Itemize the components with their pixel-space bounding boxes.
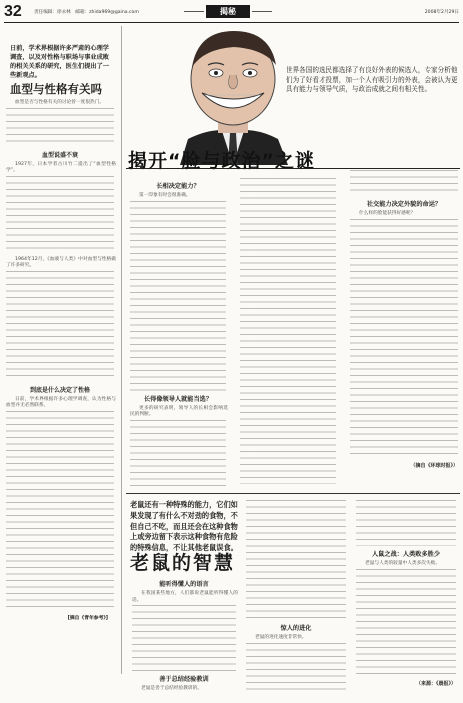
subheading: 人鼠之战：人类败多胜少 xyxy=(371,551,441,558)
intro-paragraph: 血型是否与性格有关的讨论曾一度很热门。 xyxy=(15,100,105,105)
text-block xyxy=(240,178,336,484)
text-block xyxy=(350,170,458,196)
editor-line: 责任编辑：徐永林 邮箱：zhida969@gaina.com xyxy=(34,10,139,15)
text-block xyxy=(130,201,226,391)
source-credit: [摘自《青年参考》] xyxy=(67,615,108,621)
page-number: 32 xyxy=(4,3,22,20)
paragraph: 在我国某些地方，人们都说老鼠能听得懂人的话。 xyxy=(132,591,238,603)
article-kicker: 世界各国的选民都选择了有良好外表的候选人，专家分析他们为了好看才投票，加一个人有吸引力的外表，会被认为更具有能力与领导气质，与政治成就之间有相关性。 xyxy=(286,66,458,94)
article-title: 血型与性格有关吗 xyxy=(10,82,102,96)
title-rule xyxy=(126,168,460,169)
article-column xyxy=(354,500,458,698)
source-credit: （来源：《晨报》） xyxy=(415,680,456,687)
text-block xyxy=(6,271,114,381)
paragraph: 1927年，日本学者古川竹二提出了“血型性格学”。 xyxy=(6,161,116,173)
article-title: 揭开“脸与政治”之谜 xyxy=(128,150,315,172)
text-block xyxy=(246,643,346,693)
article-column xyxy=(348,170,460,492)
paragraph: 日前，学术界根据许多心理学调查，认为性格与血型并无必然联系。 xyxy=(6,396,116,408)
source-credit: （摘自《环球时报》） xyxy=(410,462,458,469)
text-block xyxy=(6,176,114,254)
paragraph: 更多的研究表明，领导人的长相会影响选民的判断。 xyxy=(130,405,228,417)
article-blood-type xyxy=(4,26,116,674)
article-column xyxy=(238,178,338,492)
text-block xyxy=(6,411,114,611)
page-header xyxy=(4,3,459,20)
caricature-photo xyxy=(172,27,294,165)
subheading: 社交能力决定外貌的命运？ xyxy=(366,201,442,208)
subheading: 能听得懂人的语言 xyxy=(159,581,209,588)
article-column xyxy=(130,576,238,694)
paragraph: 1964年12月，《血液与人类》中对血型与性格做了许多研究。 xyxy=(6,256,116,268)
paragraph: 第一印象有时会很准确。 xyxy=(139,193,191,198)
article-title: 老鼠的智慧 xyxy=(130,552,236,574)
paragraph: 老鼠是善于总结经验教训的。 xyxy=(141,686,202,691)
article-column xyxy=(244,500,348,698)
subheading: 善于总结经验教训 xyxy=(159,676,209,683)
section-badge: 揭秘 xyxy=(206,5,250,18)
paragraph: 什么样的脸能获得好感呢？ xyxy=(359,211,416,216)
text-block xyxy=(246,500,346,620)
paragraph: 老鼠的进化速度非常快。 xyxy=(255,635,307,640)
text-block xyxy=(130,420,226,490)
text-block xyxy=(356,569,456,677)
article-column xyxy=(128,178,228,492)
article-lead: 日前，学术界根据许多严肃的心理学调查，以及对性格与职场与事业成败的相关关系的研究，医生们提出了一些新观点。 xyxy=(10,45,109,79)
pull-quote: 老鼠还有一种特殊的能力，它们如果发现了有什么不对劲的食物，不但自己不吃，而且还会在这种食物上或旁边留下表示这种食物有危险的特殊信息，不让其他老鼠误食。 xyxy=(130,500,238,553)
text-block xyxy=(356,500,456,546)
paragraph: 老鼠与人类的较量中人类多次失败。 xyxy=(365,561,441,566)
subheading: 血型说盛不衰 xyxy=(41,151,78,159)
text-block xyxy=(6,108,114,146)
article-divider xyxy=(126,493,460,494)
text-block xyxy=(350,219,458,459)
header-rule xyxy=(4,22,459,23)
subheading: 长得像领导人就能当选？ xyxy=(143,395,213,403)
text-block xyxy=(132,605,236,671)
issue-date: 2008年2月29日 xyxy=(424,10,459,15)
subheading: 惊人的进化 xyxy=(280,625,312,632)
column-divider xyxy=(121,26,122,674)
subheading: 长相决定能力？ xyxy=(156,183,200,190)
subheading: 到底是什么决定了性格 xyxy=(29,386,90,394)
